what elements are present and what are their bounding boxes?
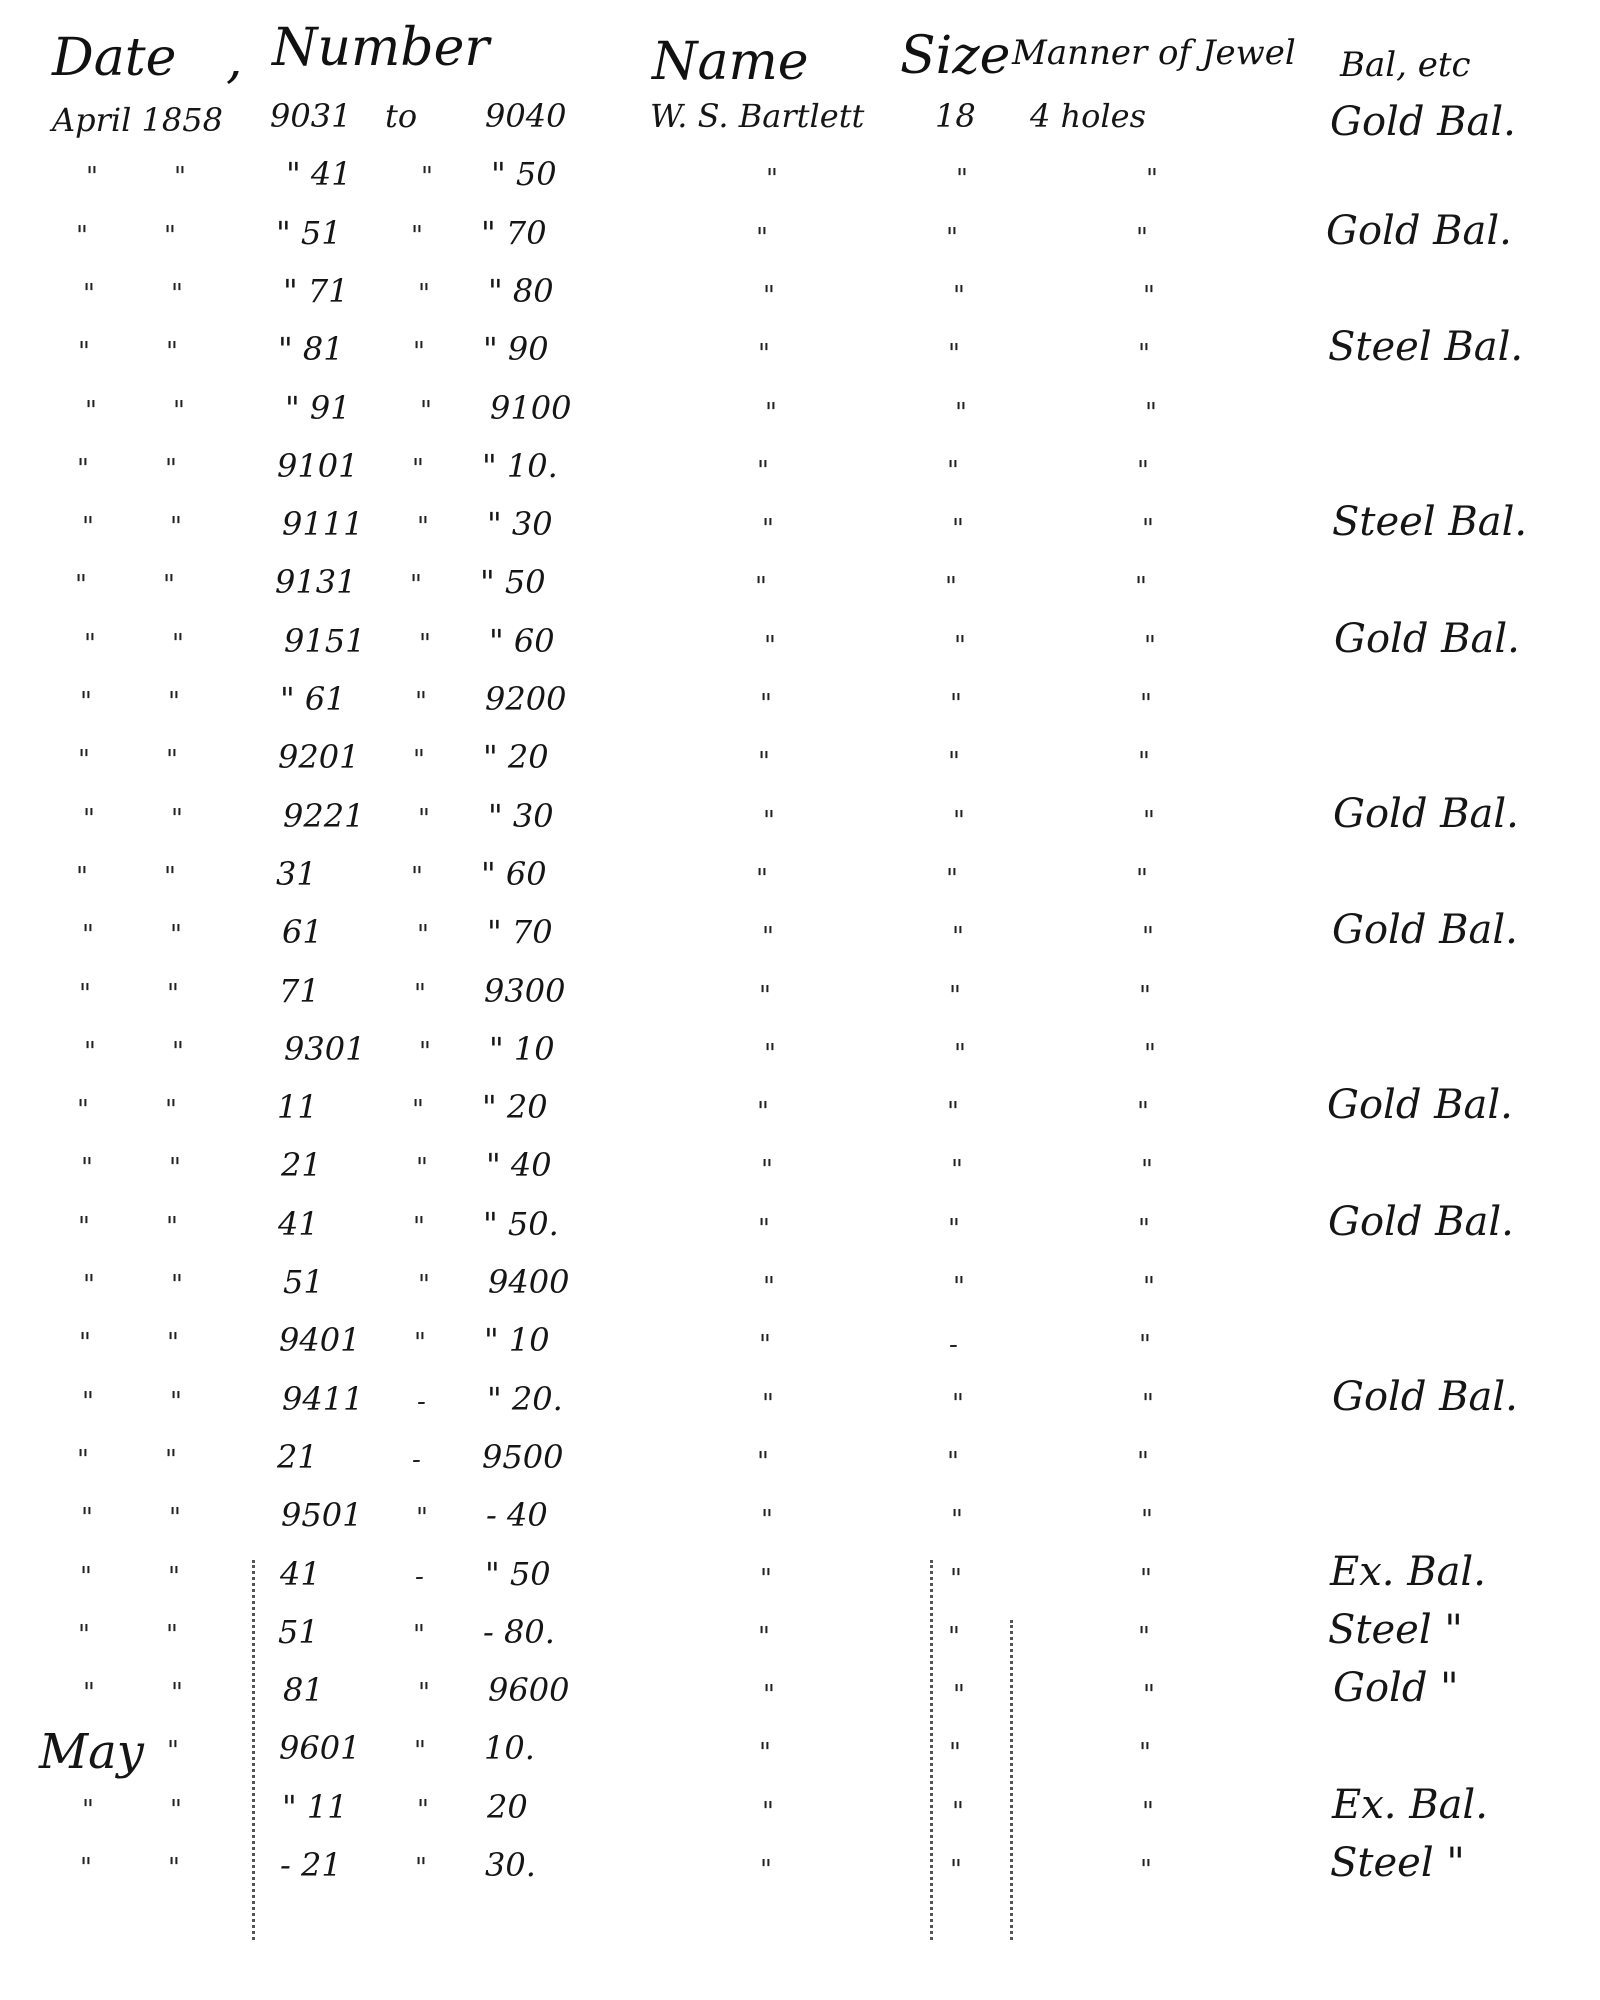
row-number-to-word: " [412,1095,425,1126]
row-number-to: " 10. [482,446,558,485]
row-date-ditto: " [173,395,186,426]
row-manner: " [1141,1505,1154,1536]
row-number-to: " 20. [487,1379,563,1418]
row-number-to: " 80 [488,271,554,310]
row-number-to-word: " [420,395,433,426]
row-manner: " [1139,1330,1152,1361]
row-name: " [760,1855,773,1885]
row-size: " [952,922,965,953]
row-name: " [766,164,779,195]
row-number-to-word: " [414,1328,427,1359]
row-name: W. S. Bartlett [650,97,865,135]
row-name: " [762,922,775,953]
row-number-to-word: " [411,220,424,251]
row-balance-note: Gold Bal. [1328,1198,1514,1245]
row-date-ditto: " [82,1794,95,1825]
row-date-ditto: " [80,1561,93,1592]
row-number-from: 9111 [282,505,364,544]
row-number-to: " 20 [482,1088,548,1127]
row-month: May [39,1724,144,1781]
row-manner: " [1143,805,1156,836]
row-balance-note: Gold Bal. [1334,615,1520,662]
row-size: " [955,397,968,428]
row-number-to-word: - [412,1444,422,1475]
row-size: 18 [935,97,976,135]
row-number-from: " 91 [285,388,351,427]
row-number-to: 9040 [485,97,567,135]
row-number-from: " 61 [280,680,346,718]
row-number-to: " 70 [481,213,547,252]
row-number-to: " 50 [485,1554,551,1593]
row-name: " [757,455,770,486]
row-number-to: " 30 [488,796,554,835]
row-number-to: " 40 [486,1146,552,1185]
row-manner: " [1142,922,1155,953]
row-date-ditto: " [172,1036,185,1067]
row-number-from: 51 [283,1263,324,1301]
row-manner: " [1146,164,1159,195]
header-manner: Manner of Jewel [1012,33,1296,73]
row-size: " [946,863,959,894]
row-manner: " [1138,1621,1151,1652]
row-date-ditto: " [163,570,176,601]
header-date: Date [52,28,177,88]
row-balance-note: Steel " [1328,1606,1463,1653]
row-date-ditto: " [168,687,181,717]
row-balance-note: Ex. Bal. [1330,1548,1486,1595]
row-date-ditto: " [171,1678,184,1709]
row-date-ditto: " [79,1328,92,1359]
row-number-to: 9400 [488,1263,570,1301]
row-manner: " [1144,1038,1157,1069]
row-number-to: " 30 [487,505,553,544]
row-manner: " [1142,1388,1155,1419]
row-number-to-word: - [415,1561,425,1592]
row-number-to-word: " [413,1619,426,1650]
row-number-to: " 10 [484,1321,550,1360]
row-balance-note: Gold Bal. [1332,907,1518,954]
row-date-ditto: " [165,453,178,484]
row-name: " [763,1680,776,1711]
row-number-from: 9601 [279,1729,361,1768]
row-date-ditto: " [79,978,92,1009]
row-date-ditto: " [78,1619,91,1650]
row-size: " [948,1621,961,1652]
row-number-from: 9401 [279,1321,361,1360]
row-number-to: " 90 [483,330,549,369]
row-number-to: " 20 [483,738,549,777]
header-name: Name [652,32,809,92]
row-number-to-word: " [419,1036,432,1067]
row-manner: " [1143,280,1156,311]
row-number-from: 9501 [281,1496,363,1535]
row-name: " [761,1155,774,1186]
row-number-to: " 10 [489,1029,555,1068]
row-size: " [949,1738,962,1769]
row-name: " [764,1038,777,1069]
row-size: " [948,747,961,778]
row-number-from: " 71 [283,271,349,310]
row-date-ditto: " [174,162,187,193]
row-name: " [760,1563,773,1594]
row-number-to-word: " [418,1678,431,1709]
row-number-from: 21 [281,1146,322,1185]
row-number-to: " 70 [487,913,553,952]
row-size: " [948,339,961,370]
row-size: " [947,1446,960,1477]
row-number-to: " 60 [481,854,547,893]
header-size: Size [900,26,1011,86]
row-name: " [759,980,772,1011]
row-number-to: 9500 [482,1437,564,1476]
row-size: " [954,1038,967,1069]
row-date-ditto: " [171,1270,184,1300]
row-date-ditto: " [84,1036,97,1067]
row-number-to-word: " [413,1211,426,1242]
row-name: " [758,747,771,778]
row-number-to: " 50. [483,1204,559,1243]
row-date-ditto: " [168,1561,181,1592]
row-name: " [763,280,776,311]
row-manner: " [1139,1738,1152,1769]
row-date-ditto: " [80,687,93,717]
row-number-to-word: " [412,453,425,484]
row-name: " [755,572,768,603]
row-date-ditto: " [76,220,89,251]
row-number-to-word: " [421,162,434,193]
row-name: " [757,1446,770,1477]
row-date-ditto: " [168,1853,181,1883]
row-date-ditto: " [170,1794,183,1825]
row-name: " [762,1388,775,1419]
row-date-ditto: " [166,337,179,368]
row-number-to-word: " [417,512,430,543]
row-manner: " [1145,397,1158,428]
row-balance-note: Gold Bal. [1332,1373,1518,1420]
row-number-from: 21 [277,1437,318,1476]
row-date-ditto: " [78,1211,91,1242]
row-number-to-word: " [414,1736,427,1767]
row-number-from: 11 [277,1088,318,1127]
row-number-to-word: " [413,337,426,368]
row-date-ditto: " [84,628,97,659]
row-date-ditto: " [83,278,96,309]
row-name: " [763,1272,776,1302]
row-number-from: 9101 [277,446,359,485]
row-date-ditto: " [78,745,91,776]
row-number-to-word: " [417,920,430,951]
row-number-to-word: " [418,803,431,834]
row-date-ditto: " [166,1211,179,1242]
row-manner: " [1135,572,1148,603]
row-date-ditto: " [77,1444,90,1475]
row-number-to-word: " [417,1794,430,1825]
row-name: " [762,1796,775,1827]
row-size: " [952,514,965,545]
row-balance-note: Gold Bal. [1327,1082,1513,1129]
row-date-ditto: " [83,1270,96,1300]
row-number-from: " 51 [276,213,342,252]
row-date-ditto: " [171,278,184,309]
row-number-to: - 80. [483,1612,555,1651]
row-name: " [756,863,769,894]
row-date-ditto: " [81,1153,94,1184]
row-balance-note: Steel Bal. [1328,324,1524,371]
row-manner: " [1137,455,1150,486]
row-balance-note: Gold Bal. [1330,99,1516,145]
row-date-ditto: " [165,1095,178,1126]
row-size: " [951,1155,964,1186]
row-manner: " [1142,514,1155,545]
row-date-ditto: " [82,1386,95,1417]
row-number-to-word: to [385,97,418,135]
row-number-from: 51 [278,1612,319,1651]
row-date-ditto: " [171,803,184,834]
row-date-ditto: " [78,337,91,368]
row-name: " [758,339,771,370]
row-manner: " [1137,1446,1150,1477]
row-size: " [947,455,960,486]
row-size: " [945,572,958,603]
row-number-to: 10. [484,1729,535,1768]
row-date-ditto: " [76,861,89,892]
row-name: " [762,514,775,545]
row-name: " [758,1213,771,1244]
row-balance-note: Gold " [1333,1665,1459,1712]
row-date-ditto: " [86,162,99,193]
row-manner: " [1136,222,1149,253]
row-number-to-word: " [416,1153,429,1184]
row-size: " [950,1563,963,1594]
header-comma: , [226,30,243,90]
row-size: " [956,164,969,195]
row-balance-note: Gold Bal. [1326,207,1512,254]
row-name: " [756,222,769,253]
row-number-to: 9600 [488,1671,570,1710]
row-name: " [764,630,777,661]
row-number-from: " 41 [286,155,352,194]
row-balance-note: Ex. Bal. [1332,1781,1488,1828]
row-number-from: 9151 [284,621,366,660]
row-number-to-word: " [415,687,428,717]
row-size: " [953,1680,966,1711]
row-size: - [949,1330,959,1361]
row-date-ditto: " [166,1619,179,1650]
row-manner: " [1140,1563,1153,1594]
row-size: " [952,1388,965,1419]
row-manner: " [1141,1155,1154,1186]
row-manner: 4 holes [1030,97,1146,135]
row-date-ditto: " [167,1328,180,1359]
row-name: " [763,805,776,836]
row-manner: " [1138,339,1151,370]
row-number-from: 9031 [270,97,352,135]
row-date-ditto: " [81,1503,94,1534]
row-date-ditto: " [165,1444,178,1475]
row-date-ditto: " [83,1678,96,1709]
row-name: " [761,1505,774,1536]
row-number-to: 9200 [485,680,567,718]
row-number-from: 9411 [282,1379,364,1418]
row-number-to: 20 [487,1787,528,1826]
row-manner: " [1140,689,1153,719]
row-size: " [954,630,967,661]
row-number-from: 61 [282,913,323,952]
row-date-ditto: " [164,861,177,892]
row-size: " [947,1097,960,1128]
row-number-from: 71 [279,971,320,1010]
row-manner: " [1139,980,1152,1011]
row-date-ditto: " [170,920,183,951]
row-size: " [951,1505,964,1536]
row-number-from: " 11 [282,1787,348,1826]
row-date-ditto: " [170,1386,183,1417]
row-manner: " [1143,1680,1156,1711]
row-number-from: 81 [283,1671,324,1710]
row-number-from: 41 [278,1204,319,1243]
row-size: " [953,280,966,311]
row-number-from: 9301 [284,1029,366,1068]
row-date: April 1858 [52,101,223,139]
row-date-ditto: " [82,512,95,543]
row-number-from: 9131 [275,563,357,602]
row-number-to-word: " [416,1503,429,1534]
row-date-ditto: " [170,512,183,543]
row-balance-note: Steel " [1330,1840,1465,1886]
row-size: " [953,1272,966,1302]
row-number-from: - 21 [280,1846,342,1884]
row-size: " [950,1855,963,1885]
row-number-from: 41 [280,1554,321,1593]
row-number-to: 9300 [484,971,566,1010]
row-name: " [759,1738,772,1769]
row-size: " [949,980,962,1011]
row-date-ditto: " [80,1853,93,1883]
row-date-ditto: " [164,220,177,251]
row-date-ditto: " [167,1736,180,1767]
row-size: " [953,805,966,836]
row-number-to-word: " [413,745,426,776]
row-name: " [765,397,778,428]
row-number-to-word: " [418,1270,431,1300]
row-number-to: " 50 [480,563,546,602]
row-balance-note: Steel Bal. [1332,499,1528,546]
row-size: " [950,689,963,719]
row-number-from: 31 [276,854,317,893]
row-number-to-word: " [410,570,423,601]
row-date-ditto: " [169,1503,182,1534]
row-date-ditto: " [167,978,180,1009]
row-number-to-word: - [417,1386,427,1417]
row-size: " [948,1213,961,1244]
row-manner: " [1142,1796,1155,1827]
row-manner: " [1140,1855,1153,1885]
row-date-ditto: " [166,745,179,776]
row-size: " [946,222,959,253]
header-bal: Bal, etc [1340,45,1471,85]
row-size: " [952,1796,965,1827]
row-number-from: " 81 [278,330,344,369]
row-date-ditto: " [77,453,90,484]
row-name: " [757,1097,770,1128]
row-date-ditto: " [82,920,95,951]
row-name: " [760,689,773,719]
row-number-to-word: " [415,1853,428,1883]
row-date-ditto: " [172,628,185,659]
row-number-to: 30. [485,1846,536,1884]
row-manner: " [1136,863,1149,894]
row-number-to-word: " [414,978,427,1009]
row-name: " [759,1330,772,1361]
row-number-to: " 50 [491,155,557,194]
row-date-ditto: " [83,803,96,834]
row-date-ditto: " [169,1153,182,1184]
row-manner: " [1143,1272,1156,1302]
row-number-to: " 60 [489,621,555,660]
row-number-to: 9100 [490,388,572,427]
row-manner: " [1144,630,1157,661]
row-number-to-word: " [418,278,431,309]
row-balance-note: Gold Bal. [1333,790,1519,837]
row-number-from: 9221 [283,796,365,835]
header-number: Number [272,18,490,78]
row-number-to-word: " [411,861,424,892]
row-number-to-word: " [419,628,432,659]
row-manner: " [1138,747,1151,778]
row-date-ditto: " [77,1095,90,1126]
row-manner: " [1138,1213,1151,1244]
row-number-to: - 40 [486,1496,548,1535]
row-date-ditto: " [75,570,88,601]
row-manner: " [1137,1097,1150,1128]
row-number-from: 9201 [278,738,360,777]
row-name: " [758,1621,771,1652]
row-date-ditto: " [85,395,98,426]
